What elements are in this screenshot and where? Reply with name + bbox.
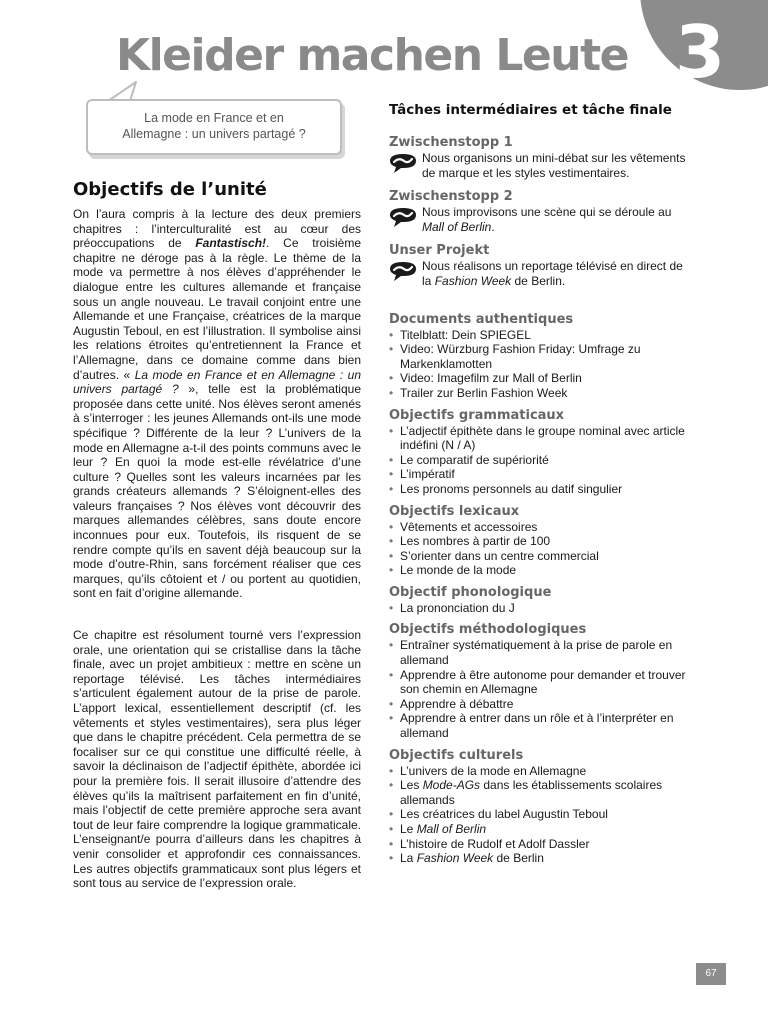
tasks-title: Tâches intermédiaires et tâche finale (389, 102, 672, 118)
unit-question: La mode en France et en Allemagne : un univers partagé ? (122, 111, 306, 141)
task-description: Nous réalisons un reportage télévisé en direct de la Fashion Week de Berlin. (422, 259, 683, 288)
lexical-list (389, 520, 689, 578)
speech-wave-icon (389, 260, 417, 282)
list-item: • Video: Imagefilm zur Mall of Berlin (389, 371, 689, 386)
phonology-heading: Objectif phonologique (389, 584, 552, 600)
list-item: • Vêtements et accessoires (389, 520, 689, 535)
task-zwischenstopp-1 (389, 134, 689, 180)
list-item: • Le Mall of Berlin (389, 822, 689, 837)
list-item: • L’histoire de Rudolf et Adolf Dassler (389, 837, 689, 852)
list-item: • Entraîner systématiquement à la prise de parole en allemand (389, 638, 689, 667)
list-item: • S’orienter dans un centre commercial (389, 549, 689, 564)
methodology-heading: Objectifs méthodologiques (389, 622, 587, 638)
list-item: • La Fashion Week de Berlin (389, 851, 689, 866)
list-item: • L’impératif (389, 467, 689, 482)
intro-paragraph-1: On l’aura compris à la lecture des deux premiers chapitres : l’interculturalité est au cœur des préoccupations de Fantastisch!. Ce troisième chapitre ne déroge pas à la règle. Le thème de la mode va permettre à nos élèves d’appréhender le dialogue entre les cultures allemande et française sous un angle nouveau. Le travail conjoint entre une Allemande et une Française, créatrices de la marque Augustin Teboul, en est l’illustration. Il symbolise ainsi les relations étroites qu’entretiennent la France et l’Allemagne, dans ce domaine comme dans bien d’autres. « La mode en France et en Allemagne : un univers partagé ? », telle est la problématique proposée dans cette unité. Nos élèves seront amenés à s’interroger : les jeunes Allemands ont-ils une mode spécifique ? Différente de la leur ? L’univers de la mode en Allemagne a-t-il des points communs avec le leur ? En quoi la mode est-elle révélatrice d’une culture ? Quelles sont les valeurs incarnées par les grands créateurs allemands ? S’éloignent-elles des valeurs françaises ? Nos élèves vont découvrir des marques allemandes célèbres, sans doute encore inconnues pour eux. Toutefois, ils risquent de se rendre compte qu’ils en savent déjà beaucoup sur la mode d’outre-Rhin, sans forcément réaliser que ces marques, qu’ils côtoient et / ou portent au quotidien, sont en fait d’origine allemande. (73, 207, 361, 601)
list-item: • Le monde de la mode (389, 563, 689, 578)
phonology-section (389, 584, 689, 616)
list-item: • Le comparatif de supériorité (389, 453, 689, 468)
task-description: Nous improvisons une scène qui se déroule au Mall of Berlin. (422, 205, 672, 234)
list-item: • L’univers de la mode en Allemagne (389, 764, 689, 779)
list-item: • Apprendre à débattre (389, 697, 689, 712)
grammar-heading: Objectifs grammaticaux (389, 407, 565, 423)
chapter-number: 3 (674, 10, 726, 94)
lexical-section (389, 503, 689, 578)
list-item: • Les nombres à partir de 100 (389, 534, 689, 549)
lexical-heading: Objectifs lexicaux (389, 503, 520, 519)
task-unser-projekt (389, 242, 689, 288)
list-item: • Titelblatt: Dein SPIEGEL (389, 328, 689, 343)
objectives-column (389, 101, 689, 872)
task-zwischenstopp-2 (389, 188, 689, 234)
list-item: • La prononciation du J (389, 601, 689, 616)
cultural-section (389, 747, 689, 866)
page-title: Kleider machen Leute (116, 30, 628, 81)
list-item: • L’adjectif épithète dans le groupe nominal avec article indéfini (N / A) (389, 424, 689, 453)
documents-heading: Documents authentiques (389, 311, 574, 327)
phonology-list (389, 601, 689, 616)
unit-question-bubble (86, 99, 342, 155)
cultural-heading: Objectifs culturels (389, 747, 524, 763)
page-number: 67 (696, 963, 726, 985)
task-heading: Zwischenstopp 2 (389, 189, 513, 205)
speech-wave-icon (389, 206, 417, 228)
intro-paragraph-2: Ce chapitre est résolument tourné vers l’expression orale, une orientation qui se cristallise dans la tâche finale, avec un projet ambitieux : mettre en scène un reportage télévisé. Les tâches intermédiaires s’articulent également autour de la prise de parole. L’apport lexical, essentiellement descriptif (cf. les vêtements et styles vestimentaires), sera plus léger que dans le chapitre précédent. Cela permettra de se focaliser sur ce qui constitue une difficulté réelle, à savoir la déclinaison de l’adjectif épithète, abordée ici pour la première fois. Il serait illusoire d’attendre des élèves qu’ils la maîtrisent parfaitement en fin d’unité, mais l’objectif de cette première approche sera avant tout de leur faire comprendre la logique grammaticale. L’enseignant/e pourra d’ailleurs dans les chapitres à venir consolider et approfondir ces connaissances. Les autres objectifs grammaticaux sont plus légers et sont tous au service de l’expression orale. (73, 628, 361, 891)
list-item: • Les Mode-AGs dans les établissements scolaires allemands (389, 778, 689, 807)
task-heading: Zwischenstopp 1 (389, 135, 513, 150)
list-item: • Les créatrices du label Augustin Teboul (389, 807, 689, 822)
list-item: • Les pronoms personnels au datif singulier (389, 482, 689, 497)
methodology-section (389, 621, 689, 740)
documents-list (389, 328, 689, 401)
list-item: • Trailer zur Berlin Fashion Week (389, 386, 689, 401)
list-item: • Apprendre à être autonome pour demander et trouver son chemin en Allemagne (389, 668, 689, 697)
methodology-list (389, 638, 689, 740)
task-description: Nous organisons un mini-débat sur les vêtements de marque et les styles vestimentaires. (422, 151, 686, 180)
grammar-section (389, 407, 689, 497)
grammar-list (389, 424, 689, 497)
speech-wave-icon (389, 152, 417, 174)
documents-section (389, 311, 689, 401)
cultural-list (389, 764, 689, 866)
section-title: Objectifs de l’unité (73, 179, 267, 200)
list-item: • Apprendre à entrer dans un rôle et à l’interpréter en allemand (389, 711, 689, 740)
list-item: • Video: Würzburg Fashion Friday: Umfrage zu Markenklamotten (389, 342, 689, 371)
task-heading: Unser Projekt (389, 243, 490, 259)
